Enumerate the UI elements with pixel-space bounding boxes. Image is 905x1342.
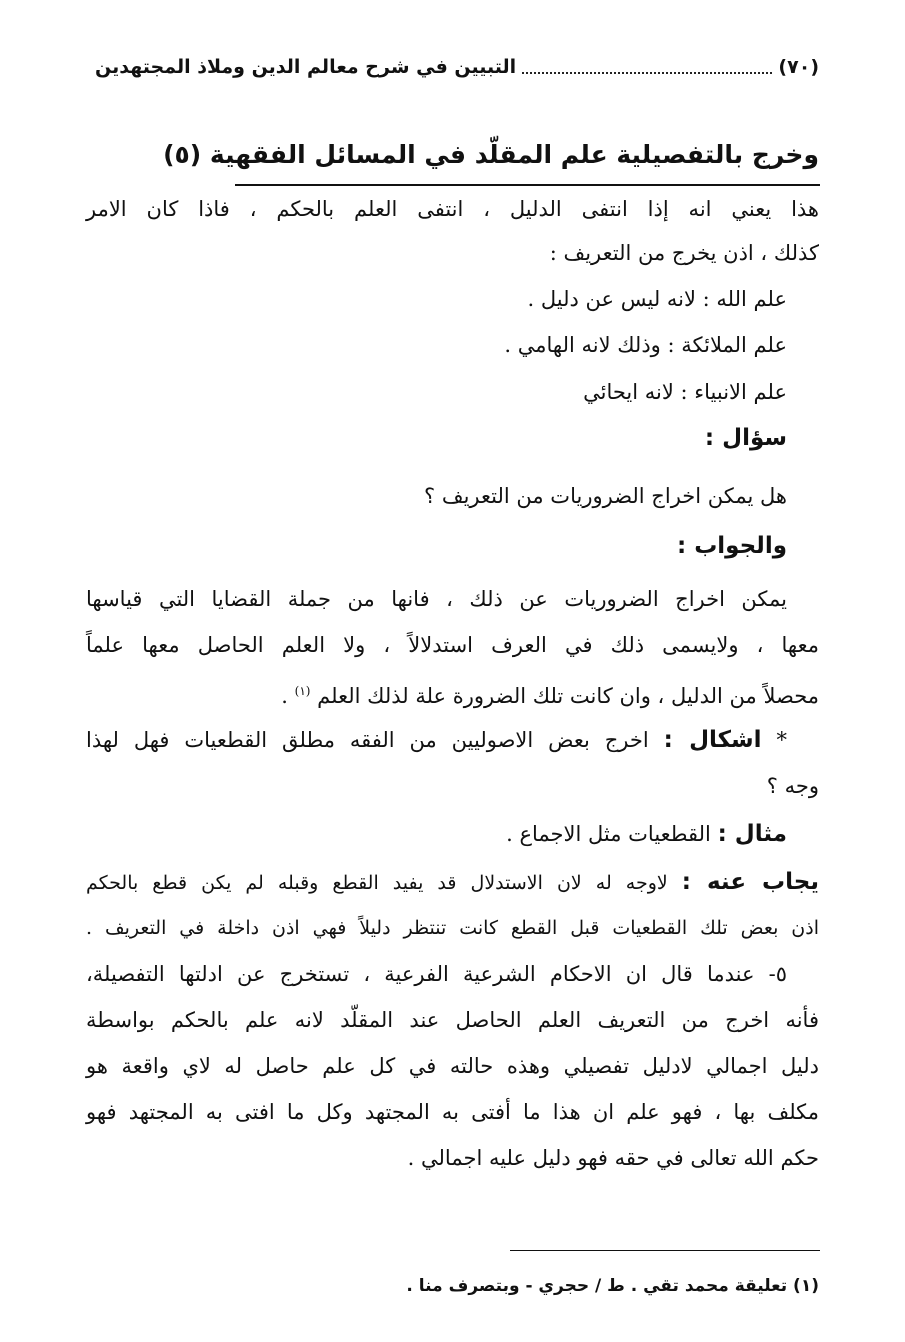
answer-label: والجواب :	[676, 533, 787, 559]
body-line: علم الانبياء : لانه ايحائي	[583, 380, 787, 404]
body-line: علم الله : لانه ليس عن دليل .	[527, 287, 787, 311]
answer-line-text: محصلاً من الدليل ، وان كانت تلك الضرورة علة لذلك العلم	[317, 684, 819, 708]
note-line: حكم الله تعالى في حقه فهو دليل عليه اجمالي .	[407, 1146, 819, 1170]
reply-line	[86, 867, 819, 898]
example-line	[86, 819, 787, 849]
reply-label: يجاب عنه :	[681, 869, 819, 895]
footnote-reference[interactable]: (١)	[294, 684, 311, 698]
reply-text: لاوجه له لان الاستدلال قد يفيد القطع وقبله لم يكن قطع بالحكم	[86, 872, 668, 894]
answer-line: محصلاً من الدليل ، وان كانت تلك الضرورة علة لذلك العلم $^{(١)}$ .	[281, 684, 819, 708]
bullet: *	[776, 728, 787, 752]
body-line: علم الملائكة : وذلك لانه الهامي .	[504, 333, 787, 357]
page-number: (٧٠)	[778, 56, 819, 78]
answer-line: يمكن اخراج الضروريات عن ذلك ، فانها من جملة القضايا التي قياسها	[86, 587, 787, 611]
ishkal-line-2: وجه ؟	[766, 774, 819, 798]
ishkal-line	[86, 725, 787, 755]
note-line: ٥- عندما قال ان الاحكام الشرعية الفرعية ، تستخرج عن ادلتها التفصيلة،	[86, 962, 788, 986]
note-line: دليل اجمالي لادليل تفصيلي وهذه حالته في كل علم حاصل له لاي واقعة هو	[86, 1054, 819, 1078]
reply-line-2: اذن بعض تلك القطعيات قبل القطع كانت تنتظر دليلاً فهي اذن داخلة في التعريف .	[86, 917, 819, 939]
running-header	[95, 56, 819, 78]
book-title: التبيين في شرح معالم الدين وملاذ المجتهدين	[95, 56, 517, 78]
note-line: فأنه اخرج من التعريف العلم الحاصل عند المقلّد لانه علم بالحكم بواسطة	[86, 1008, 819, 1032]
title-underline	[235, 184, 820, 186]
body-line: كذلك ، اذن يخرج من التعريف :	[549, 241, 819, 265]
body-line: هذا يعني انه إذا انتفى الدليل ، انتفى العلم بالحكم ، فاذا كان الامر	[86, 197, 819, 221]
footnote-separator	[510, 1250, 820, 1251]
example-label: مثال :	[717, 821, 787, 847]
example-text: القطعيات مثل الاجماع .	[506, 822, 711, 846]
note-line: مكلف بها ، فهو علم ان هذا ما أفتى به المجتهد وكل ما افتى به المجتهد فهو	[86, 1100, 819, 1124]
question-text: هل يمكن اخراج الضروريات من التعريف ؟	[424, 484, 787, 508]
section-title: وخرج بالتفصيلية علم المقلّد في المسائل الفقهية (٥)	[163, 140, 819, 169]
ishkal-label: اشكال :	[663, 727, 762, 753]
footnote: (١) تعليقة محمد تقي . ط / حجري - وبتصرف منا .	[406, 1276, 819, 1296]
header-leader-dots	[522, 60, 772, 74]
answer-line: معها ، ولايسمى ذلك في العرف استدلالاً ، ولا العلم الحاصل معها علماً	[86, 633, 819, 657]
question-label: سؤال :	[704, 425, 787, 451]
ishkal-text: اخرج بعض الاصوليين من الفقه مطلق القطعيات فهل لهذا	[86, 728, 649, 752]
